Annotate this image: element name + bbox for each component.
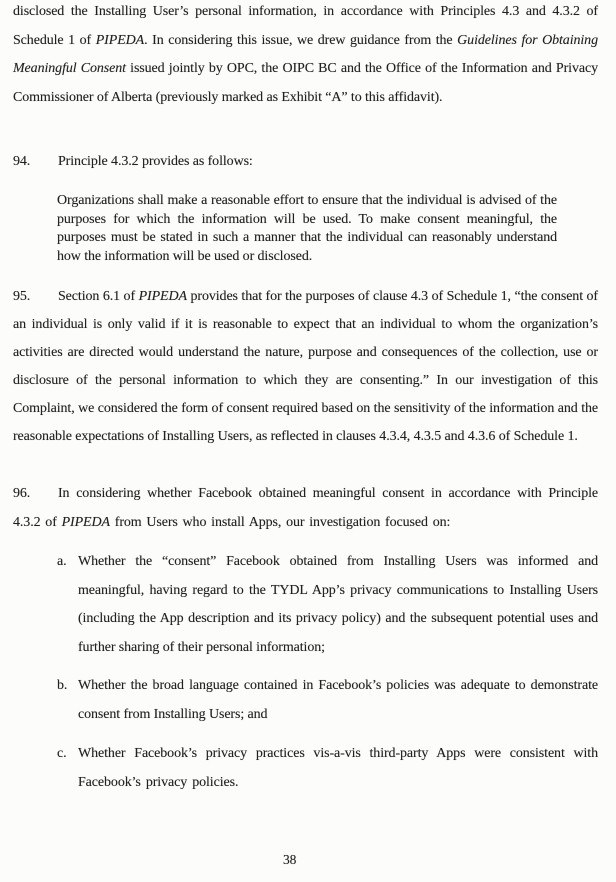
guidelines-citation: Guidelines for Obtaining Meaningful Consent xyxy=(13,32,598,76)
paragraph-96-text: from Users who install Apps, our investigation focused on: xyxy=(109,514,451,530)
list-item-c xyxy=(13,740,598,797)
paragraph-96 xyxy=(13,480,598,537)
list-item-c-marker: c. xyxy=(57,746,67,761)
list-item-c-text: Whether Facebook’s privacy practices vis-a-vis third-party Apps were consistent with Facebook’s privacy policies. xyxy=(78,746,598,790)
page-number: 38 xyxy=(283,852,297,867)
list-item-b xyxy=(13,672,598,729)
paragraph-95-number: 95. xyxy=(13,289,31,304)
blockquote-principle-4-3-2: Organizations shall make a reasonable effort to ensure that the individual is advised of the purposes for which the information will be used. To make consent meaningful, the purposes must be stated in such a manner that the individual can reasonably understand how the information will be used or disclosed. xyxy=(57,193,557,264)
paragraph-94-number: 94. xyxy=(13,154,31,169)
intro-paragraph-text: issued jointly by OPC, the OIPC BC and the Office of the Information and Privacy Commissioner of Alberta (previously marked as Exhibit “A” to this affidavit). xyxy=(13,61,598,105)
pipeda-citation: PIPEDA xyxy=(95,32,145,48)
intro-paragraph xyxy=(13,0,598,112)
list-item-b-text: Whether the broad language contained in Facebook’s policies was adequate to demonstrate consent from Installing Users; and xyxy=(78,678,598,722)
text-block xyxy=(13,0,598,882)
list-item-a-marker: a. xyxy=(57,554,67,569)
paragraph-95-text: Section 6.1 of xyxy=(58,289,139,304)
paragraph-95 xyxy=(13,283,598,451)
list-item-a-text: Whether the “consent” Facebook obtained from Installing Users was informed and meaningful, having regard to the TYDL App’s privacy communications to Installing Users (including the App description and its privacy policy) and the subsequent potential uses and further sharing of their personal information; xyxy=(78,554,598,655)
paragraph-94 xyxy=(13,148,598,177)
list-item-b-marker: b. xyxy=(57,678,68,693)
paragraph-94-text: Principle 4.3.2 provides as follows: xyxy=(58,154,253,169)
pipeda-citation: PIPEDA xyxy=(61,514,110,530)
paragraph-96-number: 96. xyxy=(13,486,31,501)
pipeda-citation: PIPEDA xyxy=(138,289,187,304)
intro-paragraph-text: . In considering this issue, we drew guidance from the xyxy=(144,32,458,48)
intro-paragraph-text: disclosed the Installing User’s personal information, in accordance with Principles 4.3 and 4.3.2 of Schedule 1 of xyxy=(13,4,598,48)
list-item-a xyxy=(13,548,598,662)
paragraph-96-text: In considering whether Facebook obtained meaningful consent in accordance with Principle 4.3.2 of xyxy=(13,486,598,530)
paragraph-95-text: provides that for the purposes of clause 4.3 of Schedule 1, “the consent of an individual is only valid if it is reasonable to expect that an individual to whom the organization’s activities are directed would understand the nature, purpose and consequences of the collection, use or disclosure of the personal information to which they are consenting.” In our investigation of this Complaint, we considered the form of consent required based on the sensitivity of the information and the reasonable expectations of Installing Users, as reflected in clauses 4.3.4, 4.3.5 and 4.3.6 of Schedule 1. xyxy=(13,289,598,444)
